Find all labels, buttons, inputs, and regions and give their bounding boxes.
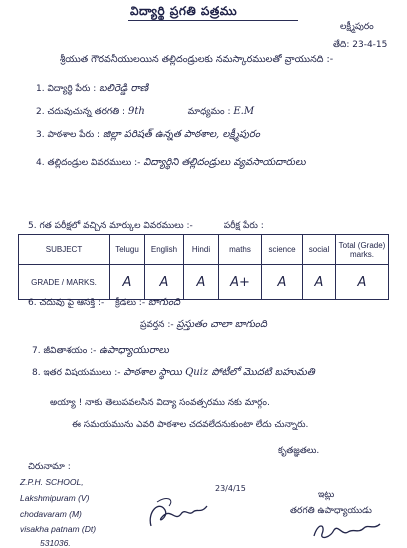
grade-cell: A+ xyxy=(219,265,262,300)
signature-date: 23/4/15 xyxy=(215,484,246,493)
grade-cell: A xyxy=(262,265,303,300)
field-label: జీవితాశయం :- xyxy=(43,346,97,356)
salutation: శ్రీయుత గౌరవనీయులయిన తల్లిదండ్రులకు నమస్కారములతో వ్రాయునది :- xyxy=(60,54,334,65)
grade-cell: A xyxy=(110,265,145,300)
field-parents xyxy=(36,156,306,170)
address-line: Z.P.H. SCHOOL, xyxy=(20,477,84,487)
field-value: పాఠశాల స్థాయి Quiz పోటీలో మొదటి బహుమతి xyxy=(123,367,315,378)
field-num: 8. xyxy=(32,368,41,378)
field-value: జిల్లా పరిషత్ ఉన్నత పాఠశాల, లక్ష్మీపురం xyxy=(102,129,260,140)
header-cell: English xyxy=(145,235,184,265)
address-line: 531036. xyxy=(40,538,71,548)
field-ambition xyxy=(32,344,169,358)
header-cell: Total (Grade) marks. xyxy=(336,235,389,265)
address-header: చిరునామా : xyxy=(28,462,71,472)
field-value: 9th xyxy=(127,106,145,117)
title-underline xyxy=(128,20,298,21)
address-line: chodavaram (M) xyxy=(20,509,82,519)
field-interest xyxy=(28,296,180,310)
field-class xyxy=(36,106,254,119)
field-value: బలిరెడ్డి రాణి xyxy=(99,83,149,94)
field-other xyxy=(32,366,315,380)
signoff-role: తరగతి ఉపాధ్యాయుడు xyxy=(290,506,372,516)
closing-line-1: అయ్యా ! నాకు తెలుపవలసిన విద్యా సంవత్సరము నకు మార్గం. xyxy=(50,398,270,408)
field-behaviour xyxy=(140,318,267,332)
field-num: 5. xyxy=(28,221,37,231)
table-header-row xyxy=(19,235,389,265)
grade-cell: A xyxy=(145,265,184,300)
field-num: 2. xyxy=(36,107,45,117)
field-school-name xyxy=(36,128,260,142)
field-label: చదువు పై ఆసక్తి :- xyxy=(39,298,105,308)
field-label: గత పరీక్షలో వచ్చిన మార్కుల వివరములు :- xyxy=(39,221,193,231)
field-label-behaviour: ప్రవర్తన :- xyxy=(140,320,174,330)
header-cell: maths xyxy=(219,235,262,265)
field-value-medium: E.M xyxy=(233,106,255,117)
closing-thanks: కృతజ్ఞతలు. xyxy=(278,446,320,456)
closing-line-2: ఈ సమయమును ఎవరి పాఠశాల చదవలేదనుకుంటా లేదు చున్నారు. xyxy=(72,420,309,430)
grade-cell: A xyxy=(184,265,219,300)
header-cell: Hindi xyxy=(184,235,219,265)
header-cell: SUBJECT xyxy=(19,235,110,265)
field-num: 3. xyxy=(36,130,45,140)
row-label: GRADE / MARKS. xyxy=(19,265,110,300)
field-label-medium: మాధ్యమం : xyxy=(187,107,231,117)
field-label: ఇతర విషయములు :- xyxy=(43,368,121,378)
header-cell: Telugu xyxy=(110,235,145,265)
date: తేది: 23-4-15 xyxy=(333,40,388,50)
table-row xyxy=(19,265,389,300)
field-value: ఉపాధ్యాయురాలు xyxy=(99,345,169,356)
field-label: చదువుచున్న తరగతి : xyxy=(47,107,126,117)
exam-name-label: పరీక్ష పేరు : xyxy=(223,221,264,231)
grade-cell: A xyxy=(303,265,336,300)
field-num: 6. xyxy=(28,298,37,308)
page-title: విద్యార్థి ప్రగతి పత్రము xyxy=(130,4,238,18)
field-marks-heading xyxy=(28,221,264,233)
field-value-behaviour: ప్రస్తుతం చాలా బాగుంది xyxy=(176,319,267,330)
field-label: పాఠశాల పేరు : xyxy=(47,130,101,140)
field-num: 1. xyxy=(36,84,45,94)
field-value-sports: బాగుంది xyxy=(147,297,181,308)
field-value: విద్యార్థిని తల్లిదండ్రులు వ్యవసాయదారులు xyxy=(143,157,306,168)
field-label-sports: క్రీడలు :- xyxy=(115,298,146,308)
grades-table xyxy=(18,234,389,300)
field-student-name xyxy=(36,82,148,96)
address-line: Lakshmipuram (V) xyxy=(20,493,90,503)
signature-scribble xyxy=(145,492,215,532)
header-cell: science xyxy=(262,235,303,265)
teacher-signature xyxy=(310,518,385,544)
place: లక్ష్మీపురం xyxy=(340,22,374,32)
header-cell: social xyxy=(303,235,336,265)
field-num: 4. xyxy=(36,158,45,168)
field-label: విద్యార్థి పేరు : xyxy=(47,84,97,94)
field-num: 7. xyxy=(32,346,41,356)
grade-cell: A xyxy=(336,265,389,300)
signoff-label: ఇట్లు xyxy=(318,490,335,500)
address-line: visakha patnam (Dt) xyxy=(20,524,97,534)
field-label: తల్లిదండ్రుల వివరములు :- xyxy=(47,158,141,168)
